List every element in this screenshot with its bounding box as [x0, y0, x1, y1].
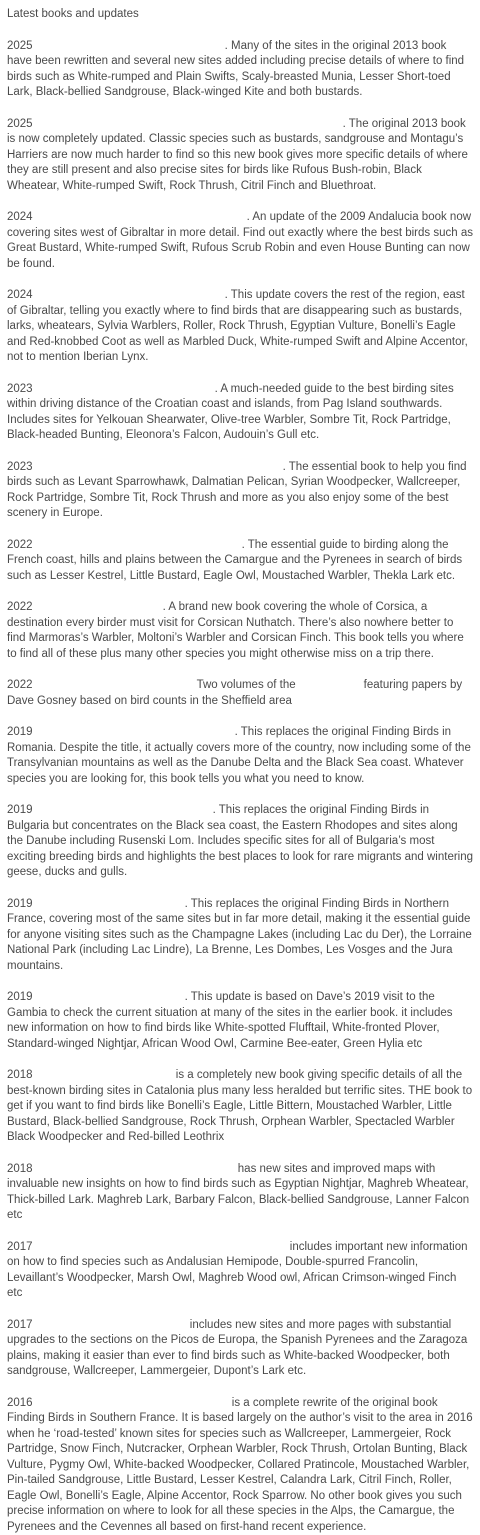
list-item: [7, 897, 473, 975]
entry-description: includes important new information on how to find species such as Andalusian Hemipode, Double-spurred Francolin, Levaillant’s Woodpecker, Marsh Owl, Maghreb Wood owl, African Crimson-winged Finch etc: [7, 1241, 468, 1300]
entry-year: 2017: [7, 1319, 33, 1331]
publication-title-link[interactable]: [296, 687, 364, 688]
book-title-link[interactable]: [33, 469, 283, 470]
list-item: [7, 1318, 473, 1380]
entry-description: . This update covers the rest of the region, east of Gibraltar, telling you exactly where to find birds that are disappearing such as bustards, larks, wheatears, Sylvia Warblers, Roller, Rock Thrush, Egyptian Vulture, Bonelli’s Eagle and Red-knobbed Coot as well as Marbled Duck, White-rumped Swift and Alpine Accentor, not to mention Iberian Lynx.: [7, 289, 468, 363]
entry-year: 2019: [7, 726, 33, 738]
book-title-link[interactable]: [33, 48, 225, 49]
entry-year: 2023: [7, 461, 33, 473]
entry-description: . Many of the sites in the original 2013 book have been rewritten and several new sites added including precise details of where to find birds such as White-rumped and Plain Swifts, Scaly-breasted Munia, Lesser Short-toed Lark, Black-bellied Sandgrouse, Black-winged Kite and both bustards.: [7, 40, 464, 99]
book-title-link[interactable]: [33, 687, 197, 688]
entry-year: 2022: [7, 539, 33, 551]
list-item: [7, 210, 473, 272]
entry-year: 2017: [7, 1241, 33, 1253]
entry-year: 2019: [7, 804, 33, 816]
book-title-link[interactable]: [33, 609, 163, 610]
entry-description: . This update is based on Dave’s 2019 visit to the Gambia to check the current situation at many of the sites in the earlier book. it includes new information on how to find birds like White-spotted Flufftail, White-fronted Plover, Standard-winged Nightjar, African Wood Owl, Carmine Bee-eater, Green Hylia etc: [7, 991, 453, 1050]
list-item: [7, 288, 473, 366]
entry-year: 2022: [7, 679, 33, 691]
entry-year: 2025: [7, 118, 33, 130]
list-item: [7, 39, 473, 101]
entry-year: 2024: [7, 211, 33, 223]
entries-list: [7, 39, 473, 1535]
entry-description: . A brand new book covering the whole of Corsica, a destination every birder must visit for Corsican Nuthatch. There’s also nowhere better to find Marmoras’s Warbler, Moltoni’s Warbler and Corsican Finch. This book tells you where to find all of these plus many other species you might otherwise miss on a trip there.: [7, 601, 464, 660]
entry-year: 2019: [7, 991, 33, 1003]
list-item: [7, 460, 473, 522]
entry-year: 2025: [7, 40, 33, 52]
book-title-link[interactable]: [33, 906, 185, 907]
entry-year: 2022: [7, 601, 33, 613]
book-title-link[interactable]: [33, 297, 225, 298]
list-item: [7, 990, 473, 1052]
entry-year: 2018: [7, 1163, 33, 1175]
entry-year: 2018: [7, 1069, 33, 1081]
list-item: [7, 382, 473, 444]
book-title-link[interactable]: [33, 734, 235, 735]
list-item: [7, 678, 473, 709]
entry-description: is a completely new book giving specific details of all the best-known birding sites in Catalonia plus many less heralded but terrific sites. THE book to get if you want to find birds like Bonelli’s Eagle, Little Bittern, Moustached Warbler, Little Bustard, Black-bellied Sandgrouse, Rock Thrush, Orphean Warbler, Spectacled Warbler Black Woodpecker and Red-billed Leothrix: [7, 1069, 472, 1143]
entry-description: includes new sites and more pages with substantial upgrades to the sections on the Picos de Europa, the Spanish Pyrenees and the Zaragoza plains, making it easier than ever to find birds such as White-backed Woodpecker, both sandgrouse, Wallcreeper, Lammergeier, Dupont’s Lark etc.: [7, 1319, 467, 1378]
book-title-link[interactable]: [33, 126, 343, 127]
book-title-link[interactable]: [33, 1171, 235, 1172]
entry-description: . This replaces the original Finding Birds in Bulgaria but concentrates on the Black sea coast, the Eastern Rhodopes and sites along the Danube including Rusenski Lom. Includes specific sites for all of Bulgaria’s most exciting breeding birds and highlights the best places to look for rare migrants and wintering geese, ducks and gulls.: [7, 804, 473, 878]
list-item: [7, 725, 473, 787]
book-title-link[interactable]: [33, 812, 213, 813]
entry-description: has new sites and improved maps with invaluable new insights on how to find birds such as Egyptian Nightjar, Maghreb Wheatear, Thick-billed Lark. Maghreb Lark, Barbary Falcon, Black-bellied Sandgrouse, Lanner Falcon etc: [7, 1163, 469, 1222]
list-item: [7, 538, 473, 585]
book-title-link[interactable]: [33, 1327, 187, 1328]
entry-description: . This replaces the original Finding Birds in Northern France, covering most of the same sites but in far more detail, making it the essential guide for anyone visiting sites such as the Champagne Lakes (including Lac du Der), the Lorraine National Park (including Lac Lindre), La Brenne, Les Dombes, Les Vosges and the Jura mountains.: [7, 898, 472, 972]
list-item: [7, 117, 473, 195]
book-title-link[interactable]: [33, 547, 242, 548]
list-item: [7, 1162, 473, 1224]
list-item: [7, 600, 473, 662]
entry-year: 2023: [7, 383, 33, 395]
book-title-link[interactable]: [33, 219, 247, 220]
entry-description: . The original 2013 book is now completely updated. Classic species such as bustards, sandgrouse and Montagu’s Harriers are now much harder to find so this new book gives more specific details of where they are still present and also precise sites for birds like Rufous Bush-robin, Black Wheatear, White-rumped Swift, Rock Thrush, Citril Finch and Bluethroat.: [7, 118, 468, 192]
list-item: [7, 1240, 473, 1302]
entry-year: 2024: [7, 289, 33, 301]
entry-description: . A much-needed guide to the best birding sites within driving distance of the Croatian coast and islands, from Pag Island southwards. Includes sites for Yelkouan Shearwater, Olive-tree Warbler, Sombre Tit, Rock Partridge, Black-headed Bunting, Eleonora’s Falcon, Audouin’s Gull etc.: [7, 383, 454, 442]
book-title-link[interactable]: [33, 391, 215, 392]
entry-description: . An update of the 2009 Andalucia book now covering sites west of Gibraltar in more detail. Find out exactly where the best birds such as Great Bustard, White-rumped Swift, Rufous Scrub Robin and even House Bunting can now be found.: [7, 211, 473, 270]
entry-description: . This replaces the original Finding Birds in Romania. Despite the title, it actually covers more of the country, now including some of the Transylvanian mountains as well as the Danube Delta and the Black Sea coast. Whatever species you are looking for, this book tells you what you need to know.: [7, 726, 471, 785]
book-title-link[interactable]: [33, 999, 185, 1000]
book-title-link[interactable]: [33, 1405, 229, 1406]
entry-description: . The essential guide to birding along the French coast, hills and plains between the Camargue and the Pyrenees in search of birds such as Lesser Kestrel, Little Bustard, Eagle Owl, Moustached Warbler, Thekla Lark etc.: [7, 539, 462, 582]
entry-year: 2016: [7, 1397, 33, 1409]
page-heading: Latest books and updates: [7, 7, 473, 23]
book-title-link[interactable]: [33, 1249, 287, 1250]
entry-year: 2019: [7, 898, 33, 910]
list-item: [7, 1068, 473, 1146]
book-title-link[interactable]: [33, 1077, 173, 1078]
entry-description: featuring papers by Dave Gosney based on bird counts in the Sheffield area: [7, 679, 462, 707]
entry-description: is a complete rewrite of the original book Finding Birds in Southern France. It is based largely on the author’s visit to the area in 2016 when he ‘road-tested’ known sites for species such as Wallcreeper, Lammergeier, Rock Partridge, Snow Finch, Nutcracker, Orphean Warbler, Rock Thrush, Ortolan Bunting, Black Vulture, Pygmy Owl, White-backed Woodpecker, Collared Pratincole, Moustached Warbler, Pin-tailed Sandgrouse, Little Bustard, Lesser Kestrel, Calandra Lark, Citril Finch, Roller, Eagle Owl, Bonelli’s Eagle, Alpine Accentor, Rock Sparrow. No other book gives you such precise information on where to look for all these species in the Alps, the Camargue, the Pyrenees and the Cevennes all based on first-hand recent experience.: [7, 1397, 473, 1533]
entry-text-lead: Two volumes of the: [197, 679, 296, 691]
list-item: [7, 1396, 473, 1535]
list-item: [7, 803, 473, 881]
entry-description: . The essential book to help you find birds such as Levant Sparrowhawk, Dalmatian Pelican, Syrian Woodpecker, Wallcreeper, Rock Partridge, Sombre Tit, Rock Thrush and more as you also enjoy some of the best scenery in Europe.: [7, 461, 467, 520]
